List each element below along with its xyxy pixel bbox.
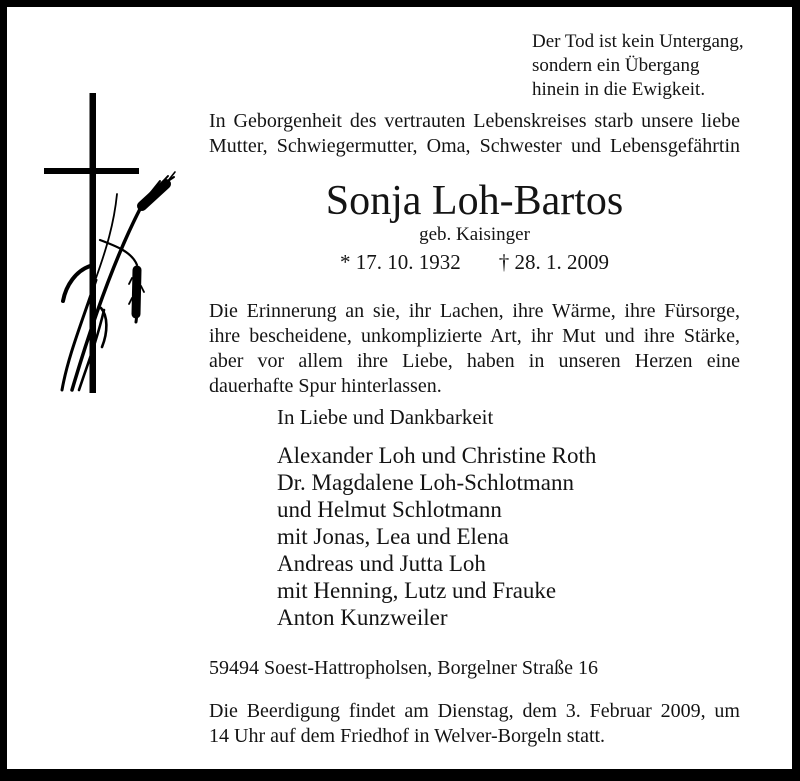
text-line: mit Jonas, Lea und Elena (277, 524, 509, 549)
text-line: mit Henning, Lutz und Frauke (277, 578, 557, 603)
address-line: 59494 Soest-Hattropholsen, Borgelner Straße 16 (209, 657, 599, 679)
text-line: In Geborgenheit des vertrauten Lebenskreises starb unsere liebe (209, 110, 740, 132)
text-line: Anton Kunzweiler (277, 605, 448, 630)
text-line: hinein in die Ewigkeit. (532, 79, 706, 100)
mourners-list (277, 442, 697, 631)
text-line: Die Erinnerung an sie, ihr Lachen, ihre Wärme, ihre Fürsorge, (209, 300, 740, 322)
text-line: 14 Uhr auf dem Friedhof in Welver-Borgeln statt. (209, 725, 606, 747)
text-line: und Helmut Schlotmann (277, 497, 502, 522)
wheat-icon (62, 172, 175, 390)
maiden-name: geb. Kaisinger (419, 224, 530, 245)
text-line: Andreas und Jutta Loh (277, 551, 486, 576)
text-line: dauerhafte Spur hinterlassen. (209, 375, 442, 397)
text-line: Dr. Magdalene Loh-Schlotmann (277, 470, 575, 495)
text-line: sondern ein Übergang (532, 55, 700, 76)
text-line: ihre bescheidene, unkomplizierte Art, ihr Mut und ihre Stärke, (209, 325, 740, 347)
intro-text (209, 109, 740, 159)
text-line: Alexander Loh und Christine Roth (277, 443, 597, 468)
cross-and-wheat-illustration (40, 88, 180, 398)
tribute-text (209, 299, 740, 399)
memorial-quote (532, 30, 767, 102)
text-line: Der Tod ist kein Untergang, (532, 31, 744, 52)
deceased-name: Sonja Loh-Bartos (325, 178, 624, 224)
birth-date: * 17. 10. 1932 (340, 250, 461, 274)
death-date: † 28. 1. 2009 (498, 250, 609, 274)
text-line: Mutter, Schwiegermutter, Oma, Schwester und Lebensgefährtin (209, 135, 740, 157)
text-line: Die Beerdigung findet am Dienstag, dem 3. Februar 2009, um (209, 700, 740, 722)
funeral-info (209, 699, 740, 749)
text-line: aber vor allem ihre Liebe, haben in unseren Herzen eine (209, 350, 740, 372)
closing-line: In Liebe und Dankbarkeit (277, 405, 494, 429)
life-dates (209, 250, 740, 275)
